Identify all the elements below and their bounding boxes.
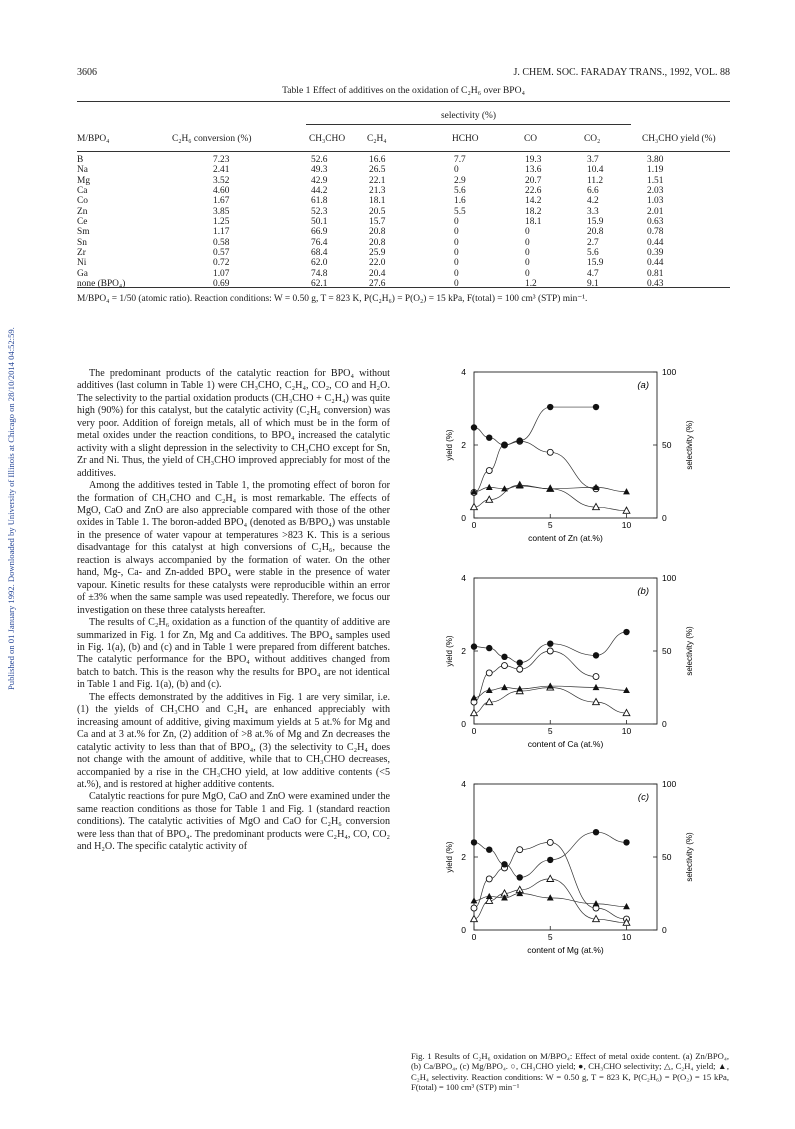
- y-tick-label: 2: [461, 440, 466, 450]
- table-cell: 6.6: [587, 186, 599, 197]
- table-cell: 2.41: [213, 165, 230, 176]
- y2-tick-label: 0: [662, 719, 667, 729]
- data-point-filled-triangle: [501, 485, 508, 491]
- data-point-filled-circle: [623, 629, 629, 635]
- table-row: [77, 165, 730, 175]
- data-point-filled-circle: [486, 645, 492, 651]
- x-tick-label: 0: [471, 520, 477, 530]
- table-cell: 5.6: [587, 248, 599, 259]
- table-cell: 1.51: [647, 175, 664, 186]
- table-cell: 22.0: [369, 258, 386, 269]
- table-cell: 52.6: [311, 155, 328, 165]
- paragraph: The results of C₂H₆ oxidation as a function of the quantity of additive are summarized in Fig. 1 for Zn, Mg and Ca additives. The BPO₄ samples used in Fig. 1(a), (b) and (c) and in Table 1 were prepared from different batches. The catalytic performance for the BPO₄ without additives changed from batch to batch. This is the reason why the results for BPO₄ are not identical in Table 1 and Fig. 1(a), (b) and (c).: [77, 617, 390, 691]
- data-point-filled-triangle: [516, 685, 523, 691]
- paragraph: The predominant products of the catalytic reaction for BPO₄ without additives (last column in Table 1) were CH₃CHO, C₂H₄, CO₂, CO and H₂O. The selectivity to the partial oxidation products (CH₃CHO + C₂H₄) was quite high (90%) for this catalyst, but the catalytic activity (C₂H₆ conversion) was very poor. Addition of foreign metals, all of which must be in the form of metal oxides under the reaction conditions, to BPO₄ increased the catalytic activity with a slight depression in the selectivity to CH₃CHO except for Sn, Zr and Ni. Thus, the yield of CH₃CHO improved appreciably for most of the additives.: [77, 368, 390, 479]
- data-point-filled-circle: [593, 829, 599, 835]
- data-point-filled-triangle: [486, 893, 493, 899]
- data-point-filled-circle: [471, 424, 477, 430]
- data-point-filled-triangle: [547, 894, 554, 900]
- table-cell: 1.2: [525, 279, 537, 290]
- table-cell: 1.19: [647, 165, 664, 176]
- table-cell: 0.43: [647, 279, 664, 290]
- table-cell: 13.6: [525, 165, 542, 176]
- figure-1: [411, 360, 729, 1050]
- table-cell: 0: [525, 258, 530, 269]
- row-label: Ca: [77, 186, 88, 197]
- y2-axis-label: selectivity (%): [685, 420, 694, 470]
- row-label: Co: [77, 196, 88, 207]
- table-cell: 0.69: [213, 279, 230, 290]
- data-point-open-circle: [593, 674, 599, 680]
- data-point-filled-circle: [486, 435, 492, 441]
- column-header: C₂H₆ conversion (%): [172, 134, 252, 144]
- data-point-open-triangle: [486, 699, 493, 705]
- row-label: Sm: [77, 227, 90, 238]
- table-cell: 0: [525, 227, 530, 238]
- table-row: [77, 238, 730, 248]
- table-cell: 19.3: [525, 155, 542, 165]
- table-cell: 2.01: [647, 206, 664, 217]
- table-cell: 52.3: [311, 206, 328, 217]
- table-cell: 0: [525, 268, 530, 279]
- data-point-filled-triangle: [486, 687, 493, 693]
- column-header: CH₃CHO: [309, 134, 346, 144]
- plot-frame: [474, 578, 657, 724]
- table-cell: 20.5: [369, 206, 386, 217]
- table-footnote: M/BPO₄ = 1/50 (atomic ratio). Reaction conditions: W = 0.50 g, T = 823 K, P(C₂H₆) = P(O₂) = 15 kPa, F(total) = 100 cm³ (STP) min⁻¹.: [77, 294, 588, 304]
- data-point-filled-circle: [486, 847, 492, 853]
- data-point-filled-circle: [623, 839, 629, 845]
- data-point-filled-triangle: [547, 485, 554, 491]
- y-axis-label: yield (%): [445, 841, 454, 873]
- data-point-open-triangle: [547, 875, 554, 881]
- x-tick-label: 5: [547, 520, 553, 530]
- table-cell: 11.2: [587, 175, 604, 186]
- table-cell: 0.57: [213, 248, 230, 259]
- selectivity-rule: [306, 124, 631, 125]
- paragraph: Among the additives tested in Table 1, the promoting effect of boron for the formation of CH₃CHO and C₂H₄ is most remarkable. The effects of MgO, CaO and ZnO are also appreciable compared with those of the other oxides in Table 1. The boron-added BPO₄ (denoted as B/BPO₄) was unstable in the presence of water vapour at temperatures >823 K. This is a serious disadvantage for this catalyst at high conversions of C₂H₆, because the reaction is always accompanied by the formation of water. On the other hand, Mg-, Ca- and Zn-added BPO₄ were stable in the presence of water vapour. Kinetic results for these catalysts were reproducible within an error of ±3% when the same sample was used repeatedly. Therefore, we focus our investigation on these three catalysts hereafter.: [77, 480, 390, 616]
- table-row: [77, 207, 730, 217]
- table-cell: 0: [454, 248, 459, 259]
- table-cell: 0.44: [647, 258, 664, 269]
- data-point-filled-circle: [471, 839, 477, 845]
- series-line: [474, 407, 596, 445]
- table-cell: 20.8: [587, 227, 604, 238]
- row-label: B: [77, 155, 84, 165]
- table-cell: 0: [525, 237, 530, 248]
- table-cell: 0: [454, 279, 459, 290]
- table-row: [77, 279, 730, 289]
- table-cell: 0: [454, 268, 459, 279]
- table-column-headers: [77, 134, 730, 146]
- table-cell: 18.1: [525, 217, 542, 228]
- table-cell: 0.63: [647, 217, 664, 228]
- table-cell: 22.6: [525, 186, 542, 197]
- x-axis-label: content of Zn (at.%): [528, 533, 603, 543]
- body-text: [77, 368, 390, 854]
- table-cell: 7.23: [213, 155, 230, 165]
- data-point-open-circle: [486, 876, 492, 882]
- table-cell: 2.03: [647, 186, 664, 197]
- table-cell: 68.4: [311, 248, 328, 259]
- x-tick-label: 0: [471, 726, 477, 736]
- data-point-open-circle: [471, 905, 477, 911]
- x-tick-label: 10: [621, 520, 632, 530]
- y-tick-label: 0: [461, 719, 466, 729]
- table-cell: 18.1: [369, 196, 386, 207]
- table-cell: 76.4: [311, 237, 328, 248]
- data-point-filled-triangle: [593, 900, 600, 906]
- data-point-open-triangle: [593, 503, 600, 509]
- y2-tick-label: 100: [662, 573, 677, 583]
- table-cell: 62.0: [311, 258, 328, 269]
- table-cell: 20.4: [369, 268, 386, 279]
- y-tick-label: 4: [461, 573, 466, 583]
- y2-tick-label: 0: [662, 925, 667, 935]
- table-row: [77, 258, 730, 268]
- data-point-open-triangle: [623, 507, 630, 513]
- table-cell: 15.9: [587, 217, 604, 228]
- data-point-filled-circle: [547, 641, 553, 647]
- table-cell: 50.1: [311, 217, 328, 228]
- data-point-open-triangle: [593, 699, 600, 705]
- row-label: Zr: [77, 248, 86, 259]
- table-cell: 14.2: [525, 196, 542, 207]
- row-label: none (BPO₄): [77, 279, 126, 290]
- table-cell: 62.1: [311, 279, 328, 290]
- table-cell: 0: [454, 217, 459, 228]
- column-header: M/BPO₄: [77, 134, 110, 144]
- y-tick-label: 0: [461, 925, 466, 935]
- paragraph: Catalytic reactions for pure MgO, CaO and ZnO were examined under the same reaction conditions as those for Table 1 and Fig. 1 (standard reaction conditions). The catalytic activities of MgO and CaO for C₂H₆ conversion were less than that of BPO₄. The predominant products were C₂H₄, CO, CO₂ and H₂O. The specific catalytic activity of: [77, 791, 390, 853]
- row-label: Zn: [77, 206, 88, 217]
- table-cell: 2.9: [454, 175, 466, 186]
- row-label: Na: [77, 165, 88, 176]
- data-point-open-circle: [517, 666, 523, 672]
- data-point-open-circle: [486, 670, 492, 676]
- table-cell: 3.7: [587, 155, 599, 165]
- table-cell: 0: [454, 258, 459, 269]
- column-header: HCHO: [452, 134, 479, 144]
- table-cell: 3.85: [213, 206, 230, 217]
- table-cell: 0: [525, 248, 530, 259]
- panel-label: (a): [637, 380, 649, 391]
- table-body: [77, 155, 730, 289]
- journal-header: J. CHEM. SOC. FARADAY TRANS., 1992, VOL. 88: [513, 67, 730, 78]
- table-cell: 26.5: [369, 165, 386, 176]
- table-cell: 0: [454, 227, 459, 238]
- data-point-filled-triangle: [486, 484, 493, 490]
- table-cell: 9.1: [587, 279, 599, 290]
- data-point-filled-circle: [517, 437, 523, 443]
- data-point-filled-triangle: [501, 684, 508, 690]
- download-watermark-text: Published on 01 January 1992. Downloaded by University of Illinois at Chicago on 28/10/2014 04:52:59.: [6, 327, 16, 690]
- table-row: [77, 248, 730, 258]
- y-tick-label: 2: [461, 646, 466, 656]
- data-point-filled-circle: [547, 404, 553, 410]
- table-row: [77, 176, 730, 186]
- y2-tick-label: 100: [662, 367, 677, 377]
- table-cell: 0.78: [647, 227, 664, 238]
- y-tick-label: 2: [461, 852, 466, 862]
- table-cell: 7.7: [454, 155, 466, 165]
- table-cell: 25.9: [369, 248, 386, 259]
- data-point-open-circle: [547, 839, 553, 845]
- x-tick-label: 10: [621, 726, 632, 736]
- table-top-rule: [77, 101, 730, 102]
- panel-label: (c): [637, 792, 649, 803]
- x-tick-label: 0: [471, 932, 477, 942]
- table-cell: 4.7: [587, 268, 599, 279]
- x-tick-label: 5: [547, 932, 553, 942]
- figure-caption: Fig. 1 Results of C₂H₆ oxidation on M/BPO₄: Effect of metal oxide content. (a) Zn/BPO₄, (b) Ca/BPO₄, (c) Mg/BPO₄. ○, CH₃CHO yield; ●, CH₃CHO selectivity; △, C₂H₄ yield; ▲, C₂H₄ selectivity. Reaction conditions: W = 0.50 g, T = 823 K, P(C₂H₆) = P(O₂) = 15 kPa, F(total) = 100 cm³ (STP) min⁻¹: [411, 1051, 729, 1092]
- table-cell: 15.9: [587, 258, 604, 269]
- table-cell: 1.07: [213, 268, 230, 279]
- y-axis-label: yield (%): [445, 429, 454, 461]
- y-tick-label: 0: [461, 513, 466, 523]
- table-cell: 1.6: [454, 196, 466, 207]
- table-row: [77, 196, 730, 206]
- table-cell: 1.25: [213, 217, 230, 228]
- table-cell: 4.2: [587, 196, 599, 207]
- y-tick-label: 4: [461, 779, 466, 789]
- data-point-open-circle: [517, 847, 523, 853]
- table-cell: 66.9: [311, 227, 328, 238]
- series-line: [474, 632, 627, 663]
- data-point-filled-triangle: [547, 682, 554, 688]
- data-point-open-circle: [502, 663, 508, 669]
- table-cell: 5.5: [454, 206, 466, 217]
- chart-panel: [445, 367, 694, 543]
- row-label: Ga: [77, 268, 88, 279]
- table-row: [77, 217, 730, 227]
- y2-axis-label: selectivity (%): [685, 832, 694, 882]
- data-point-filled-triangle: [623, 903, 630, 909]
- table-cell: 44.2: [311, 186, 328, 197]
- data-point-filled-circle: [517, 659, 523, 665]
- download-watermark: [6, 250, 20, 690]
- table-caption: Table 1 Effect of additives on the oxidation of C₂H₆ over BPO₄: [282, 85, 525, 96]
- selectivity-header: selectivity (%): [441, 111, 496, 121]
- table-row: [77, 155, 730, 165]
- y-axis-label: yield (%): [445, 635, 454, 667]
- table-cell: 74.8: [311, 268, 328, 279]
- y2-tick-label: 50: [662, 440, 672, 450]
- y-tick-label: 4: [461, 367, 466, 377]
- data-point-open-circle: [547, 648, 553, 654]
- table-cell: 20.8: [369, 237, 386, 248]
- table-cell: 0: [454, 237, 459, 248]
- data-point-open-triangle: [486, 496, 493, 502]
- column-header: CO₂: [584, 134, 601, 144]
- table-cell: 0.44: [647, 237, 664, 248]
- table-cell: 0.81: [647, 268, 664, 279]
- data-point-filled-circle: [547, 857, 553, 863]
- page-number: 3606: [77, 67, 97, 78]
- table-row: [77, 269, 730, 279]
- data-point-filled-circle: [501, 654, 507, 660]
- data-point-open-triangle: [623, 709, 630, 715]
- table-cell: 61.8: [311, 196, 328, 207]
- series-line: [474, 879, 627, 923]
- table-cell: 21.3: [369, 186, 386, 197]
- data-point-filled-circle: [593, 404, 599, 410]
- row-label: Ce: [77, 217, 88, 228]
- data-point-filled-circle: [593, 652, 599, 658]
- paragraph: The effects demonstrated by the additives in Fig. 1 are very similar, i.e. (1) the yields of CH₃CHO and C₂H₄ are enhanced appreciably with increasing amount of additive, giving maximum yields at 5 at.% for Mg and Ca and at 3 at.% for Zn, (2) addition of >8 at.% of Mg and Zn decreases the catalytic activity to less than that of BPO₄, (3) the selectivity to C₂H₄ does not change with the amount of additive, while that to CH₃CHO decreases, accompanied by a rise in the CH₃CHO yield, at low additive contents (<5 at.%), and is restored at higher additive contents.: [77, 691, 390, 790]
- table-cell: 20.8: [369, 227, 386, 238]
- y2-axis-label: selectivity (%): [685, 626, 694, 676]
- data-point-filled-triangle: [623, 488, 630, 494]
- data-point-filled-circle: [501, 442, 507, 448]
- table-cell: 15.7: [369, 217, 386, 228]
- data-point-filled-circle: [471, 643, 477, 649]
- column-header: CH₃CHO yield (%): [642, 134, 716, 144]
- column-header: C₂H₄: [367, 134, 387, 144]
- series-line: [474, 651, 596, 702]
- y2-tick-label: 50: [662, 646, 672, 656]
- table-cell: 3.80: [647, 155, 664, 165]
- table-cell: 1.03: [647, 196, 664, 207]
- table-row: [77, 227, 730, 237]
- table-cell: 20.7: [525, 175, 542, 186]
- series-line: [474, 441, 596, 492]
- panel-label: (b): [637, 586, 649, 597]
- plot-frame: [474, 784, 657, 930]
- table-cell: 0.72: [213, 258, 230, 269]
- table-cell: 42.9: [311, 175, 328, 186]
- table-cell: 16.6: [369, 155, 386, 165]
- table-cell: 3.52: [213, 175, 230, 186]
- table-cell: 5.6: [454, 186, 466, 197]
- x-tick-label: 10: [621, 932, 632, 942]
- series-line: [474, 688, 627, 714]
- y2-tick-label: 100: [662, 779, 677, 789]
- x-tick-label: 5: [547, 726, 553, 736]
- table-header-rule: [77, 151, 730, 152]
- chart-panel: [445, 573, 694, 749]
- row-label: Ni: [77, 258, 87, 269]
- table-cell: 0.39: [647, 248, 664, 259]
- table-cell: 2.7: [587, 237, 599, 248]
- data-point-filled-triangle: [623, 687, 630, 693]
- x-axis-label: content of Mg (at.%): [527, 945, 604, 955]
- table-cell: 0.58: [213, 237, 230, 248]
- data-point-filled-circle: [517, 874, 523, 880]
- table-row: [77, 186, 730, 196]
- y2-tick-label: 50: [662, 852, 672, 862]
- table-cell: 18.2: [525, 206, 542, 217]
- data-point-open-circle: [486, 468, 492, 474]
- table-cell: 0: [454, 165, 459, 176]
- x-axis-label: content of Ca (at.%): [527, 739, 604, 749]
- data-point-open-circle: [547, 449, 553, 455]
- row-label: Mg: [77, 175, 91, 186]
- table-cell: 27.6: [369, 279, 386, 290]
- table-cell: 1.67: [213, 196, 230, 207]
- table-cell: 3.3: [587, 206, 599, 217]
- data-point-filled-triangle: [593, 684, 600, 690]
- row-label: Sn: [77, 237, 87, 248]
- table-cell: 1.17: [213, 227, 230, 238]
- table-cell: 49.3: [311, 165, 328, 176]
- chart-panel: [445, 779, 694, 955]
- column-header: CO: [524, 134, 538, 144]
- y2-tick-label: 0: [662, 513, 667, 523]
- table-cell: 4.60: [213, 186, 230, 197]
- data-point-filled-circle: [501, 861, 507, 867]
- table-cell: 10.4: [587, 165, 604, 176]
- table-cell: 22.1: [369, 175, 386, 186]
